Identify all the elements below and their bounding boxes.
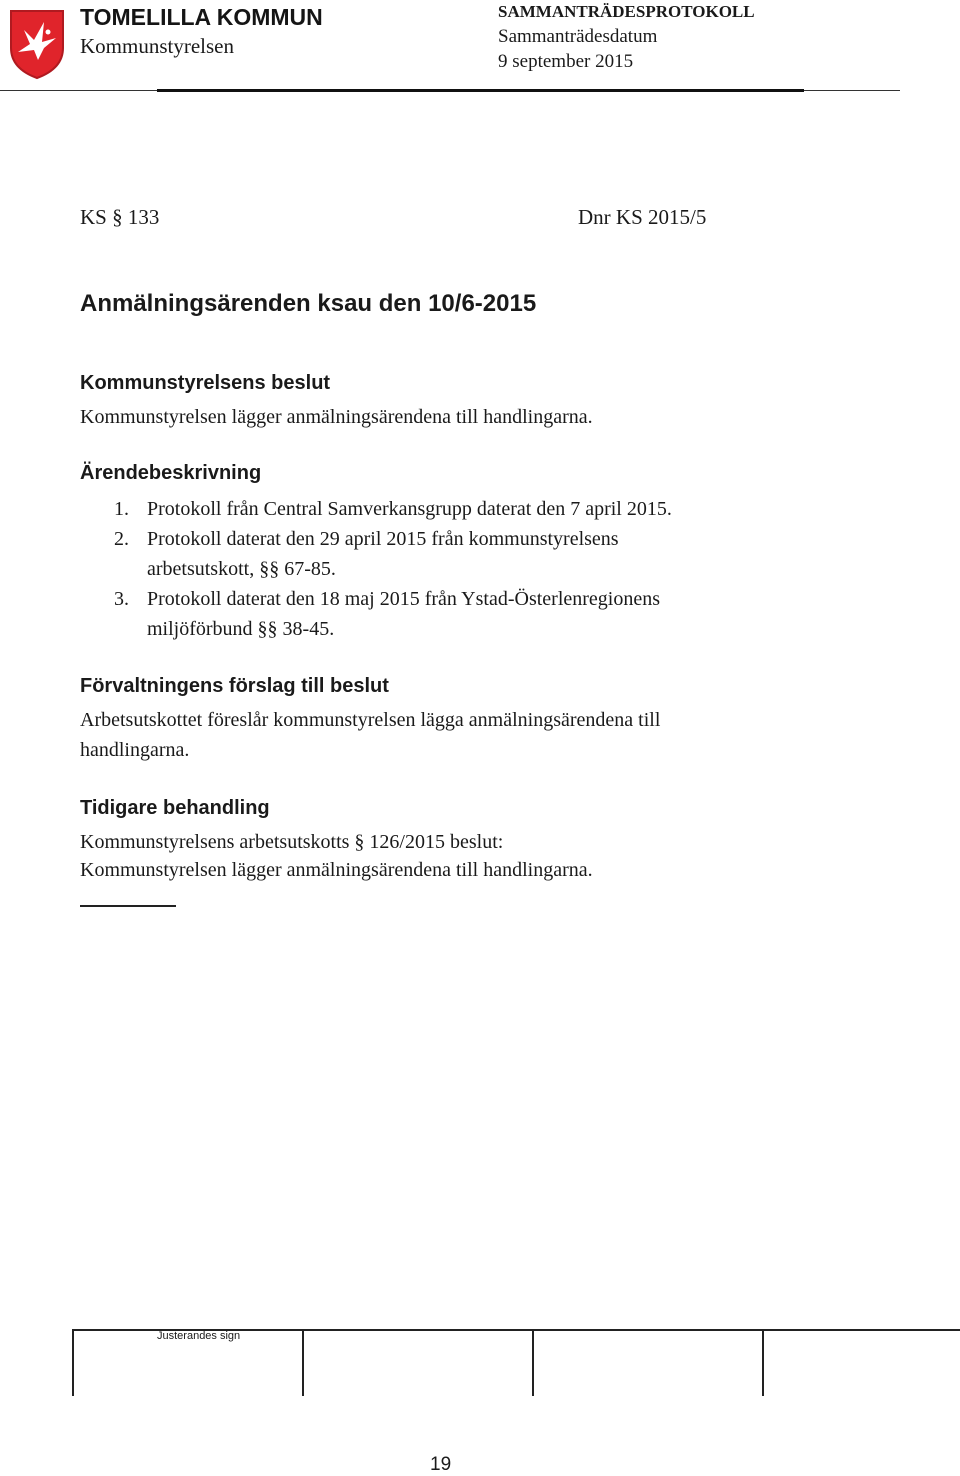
department-name: Kommunstyrelsen	[80, 34, 234, 58]
signature-box-divider	[302, 1329, 304, 1396]
case-dnr: Dnr KS 2015/5	[578, 205, 707, 229]
tidigare-text: Kommunstyrelsen lägger anmälningsärendena till handlingarna.	[80, 859, 593, 881]
list-item	[80, 524, 780, 584]
list-item-number: 1.	[114, 498, 129, 520]
list-item	[80, 494, 780, 524]
list-item-number: 3.	[114, 588, 129, 610]
list-item-text: arbetsutskott, §§ 67-85.	[147, 558, 336, 580]
meeting-date-label: Sammanträdesdatum	[498, 26, 658, 47]
forslag-text: handlingarna.	[80, 739, 190, 761]
meeting-date-value: 9 september 2015	[498, 51, 634, 72]
coat-of-arms-logo-icon	[8, 8, 66, 80]
signature-box-divider	[762, 1329, 764, 1396]
forslag-text: Arbetsutskottet föreslår kommunstyrelsen lägga anmälningsärendena till	[80, 709, 661, 731]
end-of-section-rule	[80, 905, 176, 907]
list-item-number: 2.	[114, 528, 129, 550]
section-heading-arendebeskrivning: Ärendebeskrivning	[80, 462, 262, 484]
list-item	[80, 584, 780, 644]
signature-box-divider	[532, 1329, 534, 1396]
list-item-text: Protokoll från Central Samverkansgrupp daterat den 7 april 2015.	[147, 498, 672, 520]
signature-box-divider	[72, 1329, 74, 1396]
signature-label: Justerandes sign	[157, 1330, 241, 1342]
page-title: Anmälningsärenden ksau den 10/6-2015	[80, 290, 537, 317]
case-paragraph: KS § 133	[80, 205, 160, 229]
section-heading-tidigare: Tidigare behandling	[80, 797, 270, 819]
list-item-text: Protokoll daterat den 29 april 2015 från kommunstyrelsens	[147, 528, 619, 550]
tidigare-text: Kommunstyrelsens arbetsutskotts § 126/2015 beslut:	[80, 831, 504, 853]
org-name: TOMELILLA KOMMUN	[80, 4, 323, 30]
page-number: 19	[430, 1454, 452, 1475]
section-heading-beslut: Kommunstyrelsens beslut	[80, 372, 331, 394]
beslut-text: Kommunstyrelsen lägger anmälningsärendena till handlingarna.	[80, 406, 593, 428]
section-heading-forslag: Förvaltningens förslag till beslut	[80, 675, 389, 697]
document-type: SAMMANTRÄDESPROTOKOLL	[498, 2, 755, 21]
header-divider-thick	[157, 89, 804, 92]
list-item-text: miljöförbund §§ 38-45.	[147, 618, 335, 640]
list-item-text: Protokoll daterat den 18 maj 2015 från Ystad-Österlenregionens	[147, 588, 661, 610]
